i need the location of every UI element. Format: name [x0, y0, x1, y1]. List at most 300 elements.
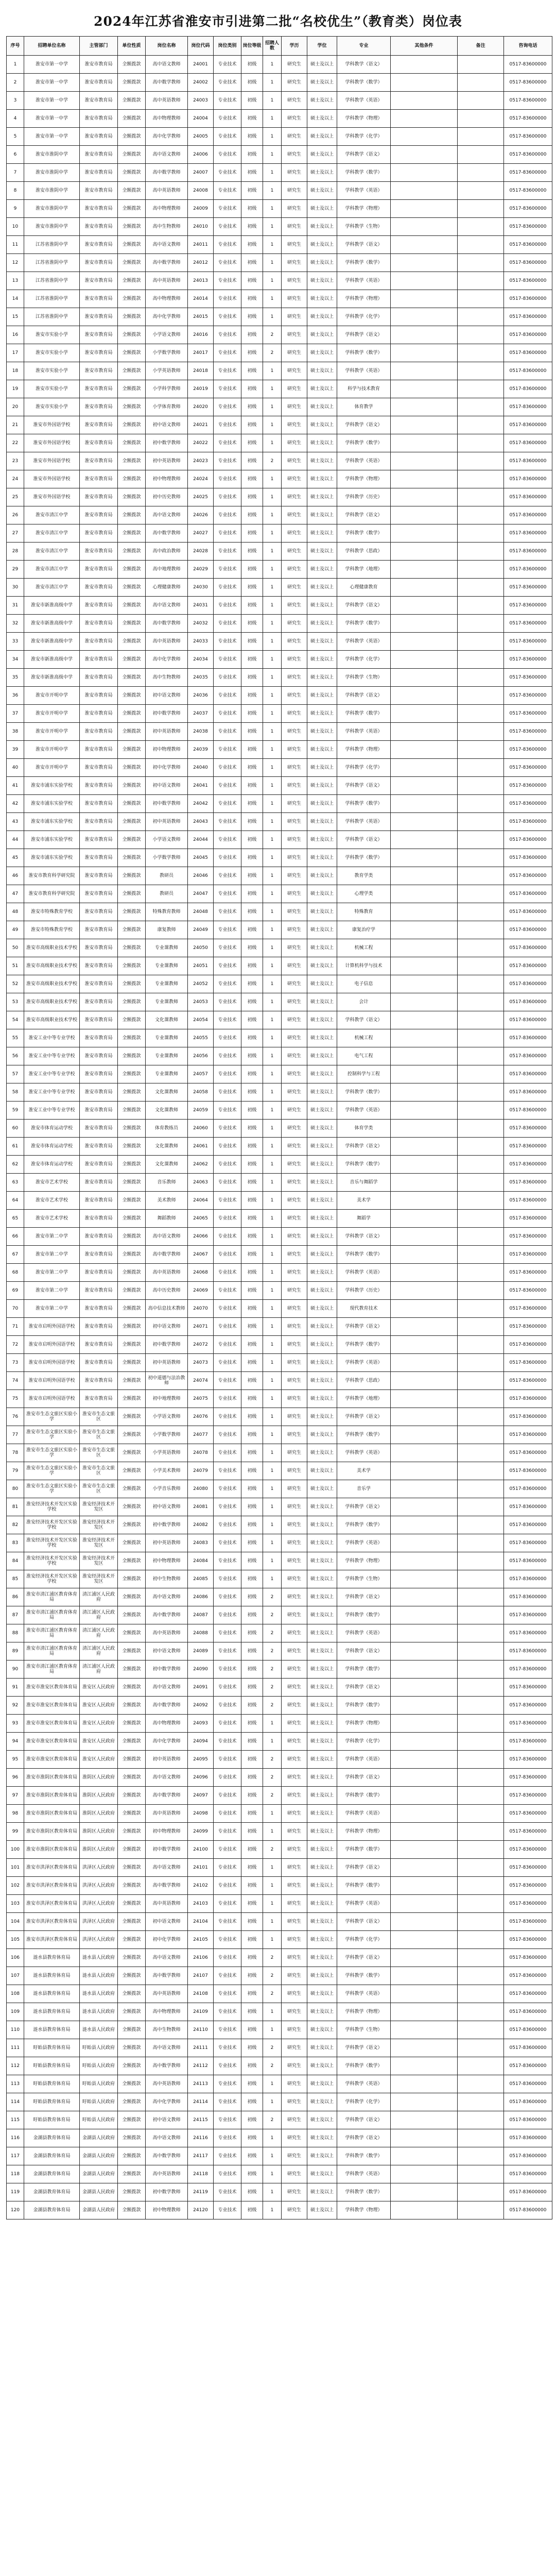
- table-cell: 全额拨款: [118, 1841, 146, 1859]
- table-cell: [458, 218, 504, 236]
- table-cell: 淮安市第二中学: [24, 1264, 80, 1282]
- table-cell: [458, 1949, 504, 1967]
- table-cell: 初级: [241, 1480, 263, 1498]
- table-cell: 学科教学（语文）: [337, 1949, 391, 1967]
- table-cell: 学科教学（数学）: [337, 1606, 391, 1624]
- table-cell: 高中化学教师: [146, 651, 188, 669]
- table-cell: 研究生: [282, 2003, 307, 2021]
- table-cell: 0517-83600000: [504, 1210, 552, 1228]
- table-cell: 淮安区人民政府: [80, 1697, 118, 1715]
- table-cell: 研究生: [282, 1516, 307, 1534]
- table-cell: 全额拨款: [118, 92, 146, 110]
- table-row: [7, 506, 552, 524]
- table-cell: 23: [7, 452, 24, 470]
- table-cell: 83: [7, 1534, 24, 1552]
- table-cell: 金湖县人民政府: [80, 2147, 118, 2165]
- table-cell: 高中英语教师: [146, 92, 188, 110]
- table-cell: 硕士及以上: [307, 1192, 337, 1210]
- table-cell: 控制科学与工程: [337, 1065, 391, 1083]
- table-cell: 103: [7, 1895, 24, 1913]
- table-cell: [458, 272, 504, 290]
- table-cell: 淮安市教育局: [80, 488, 118, 506]
- table-cell: 专业技术: [214, 813, 241, 831]
- table-row: [7, 398, 552, 416]
- table-cell: 0517-83600000: [504, 1011, 552, 1029]
- column-header: 咨询电话: [504, 37, 552, 56]
- table-cell: 全额拨款: [118, 56, 146, 74]
- table-cell: 硕士及以上: [307, 1228, 337, 1246]
- table-cell: 研究生: [282, 795, 307, 813]
- table-cell: 专业技术: [214, 1390, 241, 1408]
- table-cell: 专业技术: [214, 2003, 241, 2021]
- table-cell: 专业技术: [214, 1642, 241, 1660]
- table-cell: 淮安市开明中学: [24, 741, 80, 759]
- table-cell: [391, 56, 458, 74]
- table-cell: 全额拨款: [118, 1624, 146, 1642]
- table-cell: 淮安市清江中学: [24, 506, 80, 524]
- table-cell: 1: [263, 218, 282, 236]
- table-cell: 高中历史教师: [146, 1282, 188, 1300]
- table-cell: 涟水县人民政府: [80, 1967, 118, 1985]
- table-cell: 专业技术: [214, 1985, 241, 2003]
- table-cell: 淮安经济技术开发区: [80, 1552, 118, 1570]
- table-cell: 14: [7, 290, 24, 308]
- table-cell: 淮安市教育局: [80, 903, 118, 921]
- table-cell: 初级: [241, 813, 263, 831]
- table-cell: 1: [263, 651, 282, 669]
- table-cell: 研究生: [282, 1624, 307, 1642]
- table-row: [7, 1246, 552, 1264]
- table-cell: 0517-83600000: [504, 308, 552, 326]
- table-cell: 1: [263, 2129, 282, 2147]
- table-cell: 专业课教师: [146, 939, 188, 957]
- table-cell: 2: [263, 326, 282, 344]
- table-cell: 初中数学教师: [146, 2183, 188, 2201]
- table-cell: 淮安市外国语学校: [24, 488, 80, 506]
- table-cell: [458, 1101, 504, 1120]
- table-cell: 0517-83600000: [504, 74, 552, 92]
- table-cell: [391, 1390, 458, 1408]
- table-cell: 46: [7, 867, 24, 885]
- table-cell: 全额拨款: [118, 1372, 146, 1390]
- table-cell: 17: [7, 344, 24, 362]
- table-cell: 研究生: [282, 524, 307, 543]
- table-cell: [391, 1660, 458, 1679]
- table-cell: 学科教学（语文）: [337, 146, 391, 164]
- table-cell: 1: [263, 1570, 282, 1588]
- table-cell: 2: [263, 1679, 282, 1697]
- table-cell: 学科教学（英语）: [337, 1624, 391, 1642]
- table-cell: 硕士及以上: [307, 2039, 337, 2057]
- table-cell: 18: [7, 362, 24, 380]
- table-cell: 1: [263, 1336, 282, 1354]
- table-cell: 初级: [241, 2183, 263, 2201]
- table-cell: 研究生: [282, 92, 307, 110]
- table-cell: 专业技术: [214, 1498, 241, 1516]
- table-cell: 硕士及以上: [307, 164, 337, 182]
- table-cell: 全额拨款: [118, 218, 146, 236]
- table-cell: 0517-83600000: [504, 488, 552, 506]
- table-cell: 初级: [241, 1101, 263, 1120]
- table-cell: 专业技术: [214, 416, 241, 434]
- table-cell: 淮安市教育局: [80, 1065, 118, 1083]
- table-cell: 全额拨款: [118, 2003, 146, 2021]
- table-cell: 小学英语教师: [146, 1444, 188, 1462]
- table-cell: 硕士及以上: [307, 1516, 337, 1534]
- table-cell: 0517-83600000: [504, 236, 552, 254]
- table-cell: 99: [7, 1823, 24, 1841]
- table-cell: [391, 921, 458, 939]
- table-cell: 78: [7, 1444, 24, 1462]
- table-cell: 0517-83600000: [504, 2147, 552, 2165]
- table-cell: 淮安工业中等专业学校: [24, 1047, 80, 1065]
- table-cell: [458, 1138, 504, 1156]
- table-cell: 初中数学教师: [146, 795, 188, 813]
- table-cell: [391, 597, 458, 615]
- table-cell: 专业技术: [214, 290, 241, 308]
- table-cell: 全额拨款: [118, 1859, 146, 1877]
- table-cell: 24065: [188, 1210, 214, 1228]
- table-cell: 小学语文教师: [146, 831, 188, 849]
- table-cell: 初级: [241, 2003, 263, 2021]
- table-cell: 24056: [188, 1047, 214, 1065]
- table-cell: 1: [263, 669, 282, 687]
- table-cell: 高中数学教师: [146, 1606, 188, 1624]
- table-cell: 0517-83600000: [504, 687, 552, 705]
- table-cell: 初级: [241, 1120, 263, 1138]
- table-cell: 初级: [241, 651, 263, 669]
- table-cell: 专业技术: [214, 651, 241, 669]
- table-cell: 淮安经济技术开发区: [80, 1516, 118, 1534]
- table-cell: [458, 200, 504, 218]
- table-cell: [391, 128, 458, 146]
- table-cell: 0517-83600000: [504, 1733, 552, 1751]
- table-cell: [458, 1246, 504, 1264]
- table-cell: 淮安市教育局: [80, 344, 118, 362]
- table-cell: [458, 1354, 504, 1372]
- table-row: [7, 2021, 552, 2039]
- table-cell: 文化课教师: [146, 1156, 188, 1174]
- table-cell: 淮安工业中等专业学校: [24, 1101, 80, 1120]
- table-cell: [391, 2057, 458, 2075]
- table-cell: 淮安市教育局: [80, 795, 118, 813]
- table-cell: 金湖县教育体育局: [24, 2201, 80, 2219]
- table-cell: 0517-83600000: [504, 651, 552, 669]
- table-cell: 淮安市新淮高级中学: [24, 669, 80, 687]
- table-cell: 研究生: [282, 1156, 307, 1174]
- table-cell: [458, 993, 504, 1011]
- table-cell: 学科教学（数学）: [337, 1156, 391, 1174]
- table-cell: 淮安市开明中学: [24, 723, 80, 741]
- table-cell: 淮安市教育局: [80, 615, 118, 633]
- table-cell: 全额拨款: [118, 975, 146, 993]
- table-cell: 硕士及以上: [307, 543, 337, 561]
- table-cell: [391, 957, 458, 975]
- table-cell: 硕士及以上: [307, 885, 337, 903]
- table-cell: 33: [7, 633, 24, 651]
- table-cell: 全额拨款: [118, 1138, 146, 1156]
- table-cell: 研究生: [282, 1570, 307, 1588]
- table-cell: 24067: [188, 1246, 214, 1264]
- table-cell: [458, 1787, 504, 1805]
- table-cell: 0517-83600000: [504, 579, 552, 597]
- table-cell: [458, 1895, 504, 1913]
- table-row: [7, 1047, 552, 1065]
- table-cell: 研究生: [282, 1787, 307, 1805]
- table-cell: 淮安市外国语学校: [24, 416, 80, 434]
- table-cell: 淮安市启明外国语学校: [24, 1390, 80, 1408]
- table-cell: 淮安市教育局: [80, 326, 118, 344]
- table-cell: 84: [7, 1552, 24, 1570]
- table-cell: [458, 669, 504, 687]
- table-cell: 24091: [188, 1679, 214, 1697]
- table-cell: 淮安市教育局: [80, 182, 118, 200]
- table-cell: 研究生: [282, 669, 307, 687]
- table-row: [7, 1390, 552, 1408]
- table-cell: 全额拨款: [118, 2039, 146, 2057]
- table-cell: 淮安市教育局: [80, 1246, 118, 1264]
- table-cell: 0517-83600000: [504, 1552, 552, 1570]
- table-cell: [391, 741, 458, 759]
- table-row: [7, 1679, 552, 1697]
- table-cell: 硕士及以上: [307, 1065, 337, 1083]
- table-cell: 0517-83600000: [504, 1913, 552, 1931]
- table-cell: 研究生: [282, 687, 307, 705]
- table-cell: 1: [263, 795, 282, 813]
- table-cell: 心理健康教育: [337, 579, 391, 597]
- table-cell: 淮安市高级职业技术学校: [24, 939, 80, 957]
- table-cell: 专业技术: [214, 1769, 241, 1787]
- table-cell: 淮安市生态文旅区实验小学: [24, 1462, 80, 1480]
- table-cell: 淮安市淮安区教育体育局: [24, 1733, 80, 1751]
- table-cell: 1: [263, 2093, 282, 2111]
- table-cell: 淮安市教育局: [80, 74, 118, 92]
- table-cell: 硕士及以上: [307, 759, 337, 777]
- table-cell: 24047: [188, 885, 214, 903]
- table-cell: 初级: [241, 182, 263, 200]
- table-cell: 59: [7, 1101, 24, 1120]
- table-cell: 45: [7, 849, 24, 867]
- table-cell: 66: [7, 1228, 24, 1246]
- table-cell: 专业技术: [214, 200, 241, 218]
- table-cell: 学科教学（物理）: [337, 741, 391, 759]
- table-row: [7, 1552, 552, 1570]
- table-cell: 硕士及以上: [307, 561, 337, 579]
- table-cell: 初级: [241, 1047, 263, 1065]
- table-cell: 24021: [188, 416, 214, 434]
- table-cell: 研究生: [282, 1083, 307, 1101]
- table-cell: 学科教学（语文）: [337, 416, 391, 434]
- table-cell: 专业技术: [214, 1011, 241, 1029]
- table-cell: 淮安市教育局: [80, 1174, 118, 1192]
- table-cell: 初级: [241, 164, 263, 182]
- table-cell: 淮安经济技术开发区: [80, 1498, 118, 1516]
- table-cell: 研究生: [282, 1101, 307, 1120]
- table-cell: 初级: [241, 1570, 263, 1588]
- table-cell: 高中英语教师: [146, 2075, 188, 2093]
- table-cell: 学科教学（语文）: [337, 506, 391, 524]
- table-cell: 1: [263, 939, 282, 957]
- table-cell: 淮安市教育局: [80, 1138, 118, 1156]
- table-cell: 全额拨款: [118, 434, 146, 452]
- table-cell: 研究生: [282, 1047, 307, 1065]
- table-cell: 初级: [241, 975, 263, 993]
- table-cell: 小学音乐教师: [146, 1480, 188, 1498]
- table-cell: 全额拨款: [118, 993, 146, 1011]
- table-cell: 30: [7, 579, 24, 597]
- table-cell: 专业技术: [214, 1246, 241, 1264]
- table-cell: 专业技术: [214, 2201, 241, 2219]
- table-cell: 淮安经济技术开发区实验学校: [24, 1516, 80, 1534]
- table-cell: [458, 885, 504, 903]
- table-cell: 硕士及以上: [307, 1949, 337, 1967]
- table-cell: 研究生: [282, 1011, 307, 1029]
- table-cell: 专业技术: [214, 254, 241, 272]
- table-cell: 学科教学（生物）: [337, 218, 391, 236]
- table-cell: 0517-83600000: [504, 1246, 552, 1264]
- table-cell: 0517-83600000: [504, 128, 552, 146]
- column-header: 招聘人数: [263, 37, 282, 56]
- table-cell: 学科教学（地理）: [337, 1390, 391, 1408]
- table-cell: 学科教学（物理）: [337, 290, 391, 308]
- table-cell: 研究生: [282, 1480, 307, 1498]
- table-cell: 1: [263, 1426, 282, 1444]
- table-cell: 1: [263, 885, 282, 903]
- table-cell: 淮安经济技术开发区: [80, 1534, 118, 1552]
- table-cell: 硕士及以上: [307, 1011, 337, 1029]
- table-cell: 0517-83600000: [504, 1408, 552, 1426]
- table-cell: [458, 777, 504, 795]
- table-cell: 36: [7, 687, 24, 705]
- table-cell: [458, 182, 504, 200]
- table-cell: 1: [263, 741, 282, 759]
- table-cell: 初中英语教师: [146, 813, 188, 831]
- table-cell: [458, 795, 504, 813]
- table-cell: 全额拨款: [118, 1787, 146, 1805]
- table-cell: 全额拨款: [118, 579, 146, 597]
- table-row: [7, 1949, 552, 1967]
- table-cell: 初级: [241, 1246, 263, 1264]
- table-cell: 初级: [241, 452, 263, 470]
- table-cell: 淮安市第二中学: [24, 1246, 80, 1264]
- document-title: 2024年江苏省淮安市引进第二批“名校优生”（教育类）岗位表: [94, 14, 462, 29]
- table-cell: [391, 1047, 458, 1065]
- table-cell: 1: [263, 524, 282, 543]
- table-cell: 硕士及以上: [307, 1895, 337, 1913]
- job-table-container: [6, 36, 550, 2576]
- table-cell: 68: [7, 1264, 24, 1282]
- table-cell: 专业技术: [214, 452, 241, 470]
- table-cell: 淮安市教育局: [80, 1282, 118, 1300]
- table-cell: 学科教学（数学）: [337, 434, 391, 452]
- table-cell: 初级: [241, 921, 263, 939]
- table-cell: 初级: [241, 723, 263, 741]
- table-cell: 淮安区人民政府: [80, 1733, 118, 1751]
- table-cell: 0517-83600000: [504, 1516, 552, 1534]
- table-row: [7, 182, 552, 200]
- table-cell: 淮安市教育局: [80, 1192, 118, 1210]
- table-cell: 涟水县人民政府: [80, 1985, 118, 2003]
- table-cell: 淮安市教育局: [80, 164, 118, 182]
- table-cell: 初级: [241, 1895, 263, 1913]
- table-cell: 硕士及以上: [307, 1642, 337, 1660]
- table-cell: 研究生: [282, 1228, 307, 1246]
- table-cell: 硕士及以上: [307, 2021, 337, 2039]
- table-cell: 淮安市特殊教育学校: [24, 921, 80, 939]
- table-cell: 1: [263, 759, 282, 777]
- table-cell: 0517-83600000: [504, 290, 552, 308]
- table-cell: 学科教学（物理）: [337, 200, 391, 218]
- table-cell: 106: [7, 1949, 24, 1967]
- table-cell: 硕士及以上: [307, 1787, 337, 1805]
- table-cell: 研究生: [282, 2111, 307, 2129]
- table-cell: [391, 1516, 458, 1534]
- table-cell: 初级: [241, 1228, 263, 1246]
- table-cell: 高中化学教师: [146, 1733, 188, 1751]
- table-cell: 55: [7, 1029, 24, 1047]
- table-cell: 学科教学（语文）: [337, 2129, 391, 2147]
- table-cell: 0517-83600000: [504, 1642, 552, 1660]
- table-row: [7, 1823, 552, 1841]
- table-cell: 24093: [188, 1715, 214, 1733]
- table-cell: 0517-83600000: [504, 1967, 552, 1985]
- table-cell: 0517-83600000: [504, 380, 552, 398]
- table-cell: 盱眙县人民政府: [80, 2111, 118, 2129]
- table-cell: 1: [263, 254, 282, 272]
- table-cell: 1: [263, 1534, 282, 1552]
- table-cell: 0517-83600000: [504, 1624, 552, 1642]
- table-cell: 学科教学（数学）: [337, 1660, 391, 1679]
- table-cell: 专业课教师: [146, 975, 188, 993]
- table-cell: 1: [263, 633, 282, 651]
- table-cell: 淮安市体育运动学校: [24, 1120, 80, 1138]
- table-cell: 1: [263, 200, 282, 218]
- table-cell: 涟水县教育体育局: [24, 2021, 80, 2039]
- table-cell: [458, 1624, 504, 1642]
- table-cell: [391, 272, 458, 290]
- table-cell: 学科教学（地理）: [337, 561, 391, 579]
- table-cell: 24031: [188, 597, 214, 615]
- table-cell: 2: [263, 1787, 282, 1805]
- table-cell: 24113: [188, 2075, 214, 2093]
- table-cell: 淮安市实验小学: [24, 326, 80, 344]
- table-cell: [391, 2129, 458, 2147]
- table-cell: 学科教学（物理）: [337, 1823, 391, 1841]
- table-cell: [458, 1967, 504, 1985]
- table-cell: 初级: [241, 1715, 263, 1733]
- table-cell: 研究生: [282, 128, 307, 146]
- table-cell: 0517-83600000: [504, 1318, 552, 1336]
- table-cell: 研究生: [282, 1534, 307, 1552]
- table-cell: 19: [7, 380, 24, 398]
- table-row: [7, 1985, 552, 2003]
- table-cell: 全额拨款: [118, 1408, 146, 1426]
- table-cell: [458, 2075, 504, 2093]
- table-row: [7, 1029, 552, 1047]
- table-cell: [391, 2093, 458, 2111]
- table-cell: 全额拨款: [118, 380, 146, 398]
- table-cell: 0517-83600000: [504, 939, 552, 957]
- table-cell: 初级: [241, 2075, 263, 2093]
- table-cell: 初级: [241, 2147, 263, 2165]
- table-cell: 硕士及以上: [307, 777, 337, 795]
- table-cell: 0517-83600000: [504, 434, 552, 452]
- table-cell: 淮安市教育局: [80, 434, 118, 452]
- table-cell: 0517-83600000: [504, 543, 552, 561]
- table-cell: [458, 416, 504, 434]
- table-cell: 研究生: [282, 1733, 307, 1751]
- table-cell: 24048: [188, 903, 214, 921]
